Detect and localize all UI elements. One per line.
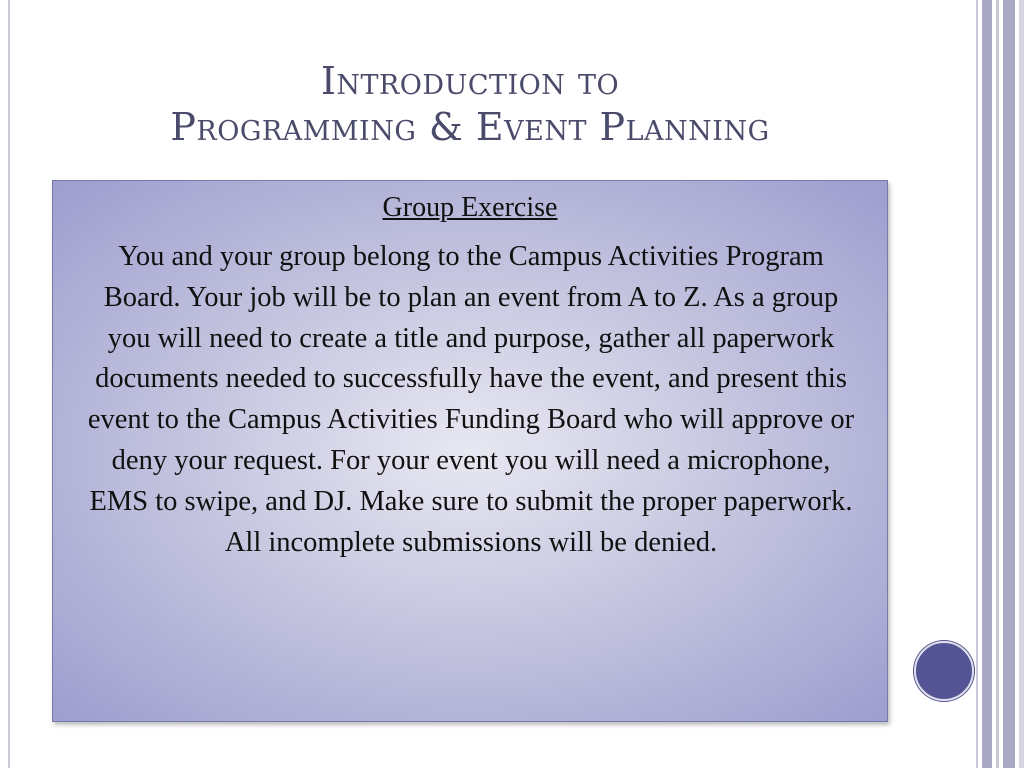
left-border-line <box>8 0 10 768</box>
content-box <box>52 180 888 722</box>
slide-title-line-1: Introduction to <box>320 59 620 103</box>
stripe <box>996 0 999 768</box>
slide-title <box>60 58 880 150</box>
right-decorative-stripes <box>976 0 1024 768</box>
decorative-circle <box>914 641 974 701</box>
box-body-text: You and your group belong to the Campus Activities Program Board. Your job will be to plan an event from A to Z. As a group you will need to create a title and purpose, gather all paperwork documents needed to successfully have the event, and present this event to the Campus Activities Funding Board who will approve or deny your request. For your event you will need a microphone, EMS to swipe, and DJ. Make sure to submit the proper paperwork. All incomplete submissions will be denied. <box>87 241 855 558</box>
stripe <box>1019 0 1024 768</box>
box-heading: Group Exercise <box>382 192 558 223</box>
stripe <box>976 0 978 768</box>
stripe <box>1003 0 1015 768</box>
slide-title-line-2: Programming & Event Planning <box>170 105 770 149</box>
stripe <box>982 0 992 768</box>
